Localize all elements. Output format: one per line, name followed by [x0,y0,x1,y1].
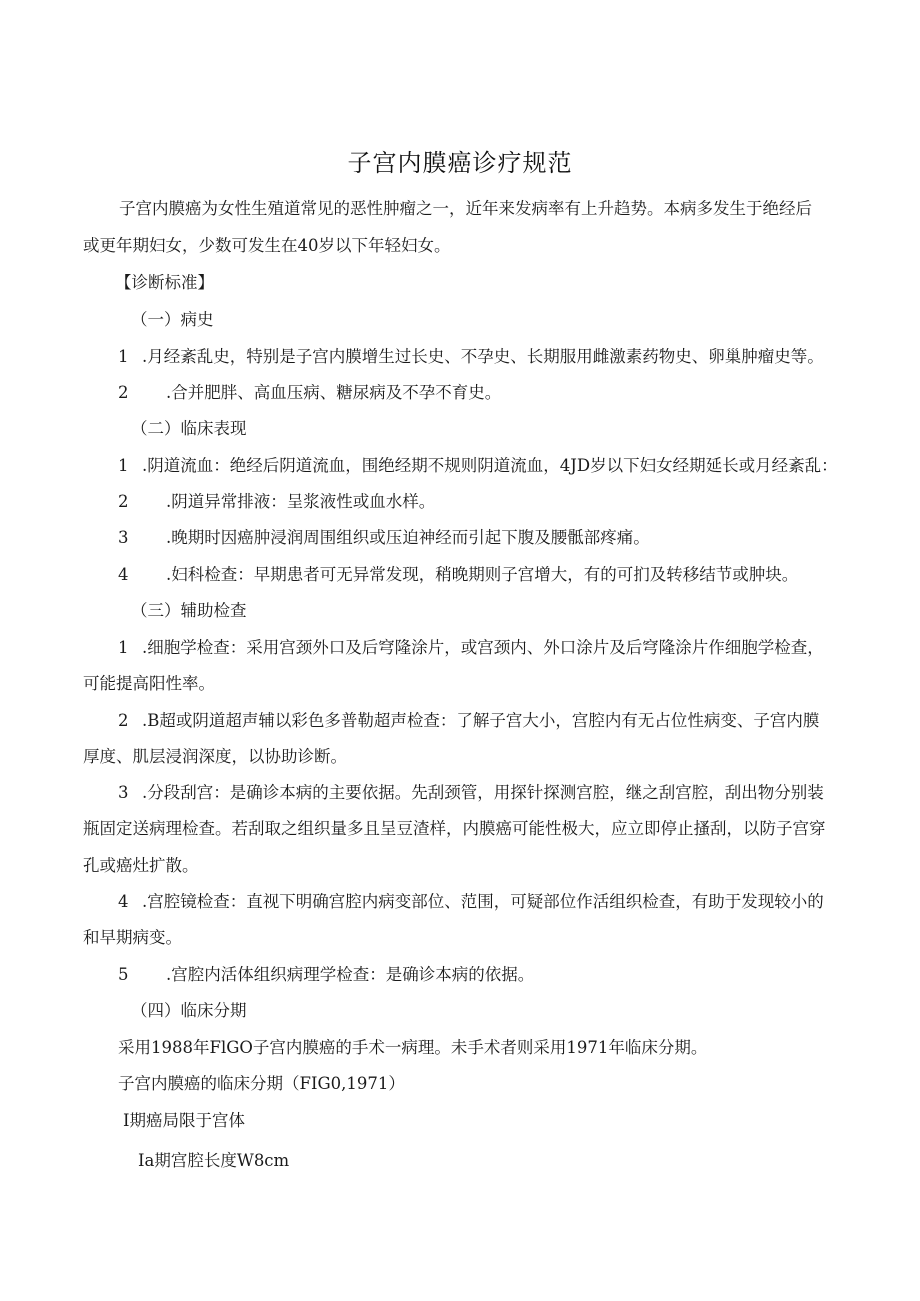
list-item [118,382,501,404]
item-text: .分段刮宫：是确诊本病的主要依据。先刮颈管，用探针探测宫腔，继之刮宫腔，刮出物分别装 [142,783,824,802]
section-heading-history: （一）病史 [131,310,214,329]
item-number: 4 [118,892,129,911]
item-number: 3 [118,528,129,547]
list-item [118,710,819,732]
item-text: .阴道流血：绝经后阴道流血，围绝经期不规则阴道流血，4JD岁以下妇女经期延长或月经紊乱： [142,456,838,475]
list-item [118,564,798,586]
list-item [118,891,824,913]
item-number: 2 [118,711,129,730]
list-item [118,637,824,659]
section-heading-auxiliary: （三）辅助检查 [131,601,247,620]
item-text: .妇科检查：早期患者可无异常发现，稍晚期则子宫增大，有的可扪及转移结节或肿块。 [166,565,799,584]
item-text: .宫腔镜检查：直视下明确宫腔内病变部位、范围，可疑部位作活组织检查，有助于发现较小的 [142,892,824,911]
item-text: .晚期时因癌肿浸润周围组织或压迫神经而引起下腹及腰骶部疼痛。 [166,528,650,547]
diagnosis-heading: 【诊断标准】 [115,273,214,292]
item-text-continued: 孔或癌灶扩散。 [83,856,199,875]
list-item [118,455,838,477]
section-heading-clinical: （二）临床表现 [131,419,247,438]
item-text: .阴道异常排液：呈浆液性或血水样。 [166,492,436,511]
item-number: 5 [118,965,129,984]
item-number: 4 [118,565,129,584]
list-item [118,964,534,986]
list-item [118,346,824,368]
item-text: .细胞学检查：采用宫颈外口及后穹隆涂片，或宫颈内、外口涂片及后穹隆涂片作细胞学检查， [142,638,824,657]
staging-line: Ia期宫腔长度W8cm [138,1151,290,1170]
item-text: .月经紊乱史，特别是子宫内膜增生过长史、不孕史、长期服用雌激素药物史、卵巢肿瘤史等。 [142,347,824,366]
item-number: 2 [118,383,129,402]
item-text: .宫腔内活体组织病理学检查：是确诊本病的依据。 [166,965,535,984]
item-number: 1 [118,347,129,366]
item-number: 1 [118,456,129,475]
item-number: 3 [118,783,129,802]
item-text: .合并肥胖、高血压病、糖尿病及不孕不育史。 [166,383,502,402]
intro-line-1: 子宫内膜癌为女性生殖道常见的恶性肿瘤之一，近年来发病率有上升趋势。本病多发生于绝经后 [119,199,812,218]
item-text-continued: 瓶固定送病理检查。若刮取之组织量多且呈豆渣样，内膜癌可能性极大，应立即停止搔刮，以防子宫穿 [83,819,826,838]
list-item [118,491,435,513]
intro-line-2: 或更年期妇女，少数可发生在40岁以下年轻妇女。 [83,236,451,255]
list-item [118,782,824,804]
item-number: 1 [118,638,129,657]
item-text-continued: 可能提高阳性率。 [83,674,215,693]
list-item [118,527,650,549]
staging-line: 子宫内膜癌的临床分期（FIG0,1971） [118,1074,405,1093]
document-title: 子宫内膜癌诊疗规范 [347,149,573,177]
item-text-continued: 厚度、肌层浸润深度，以协助诊断。 [83,747,347,766]
staging-line: 采用1988年FlGO子宫内膜癌的手术一病理。未手术者则采用1971年临床分期。 [118,1038,708,1057]
item-text: .B超或阴道超声辅以彩色多普勒超声检查：了解子宫大小，宫腔内有无占位性病变、子宫内膜 [142,711,820,730]
item-text-continued: 和早期病变。 [83,928,182,947]
section-heading-staging: （四）临床分期 [131,1001,247,1020]
item-number: 2 [118,492,129,511]
staging-line: I期癌局限于宫体 [123,1111,246,1130]
